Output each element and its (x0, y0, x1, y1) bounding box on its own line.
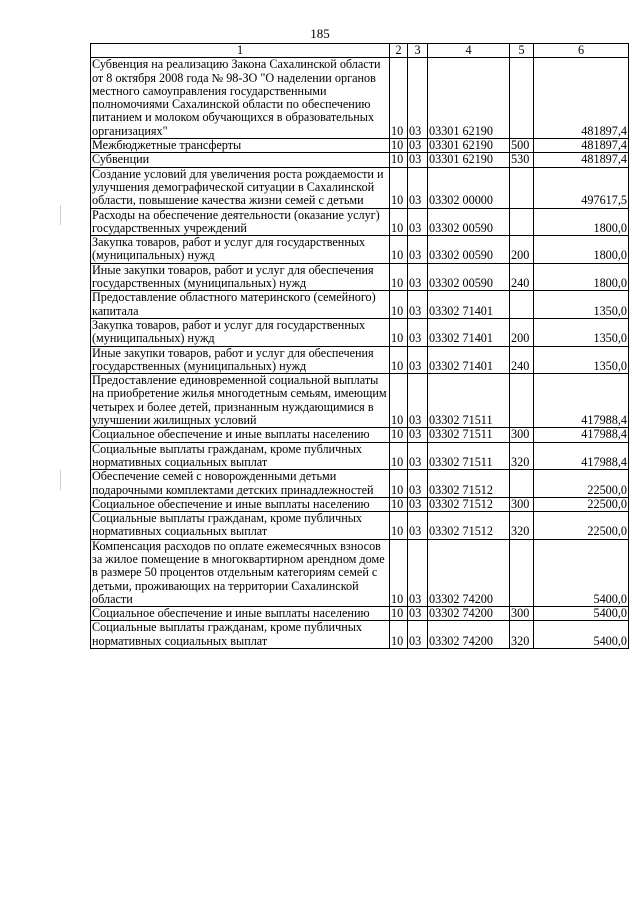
section-code-cell: 10 (390, 621, 408, 649)
budget-table (90, 43, 629, 649)
row-name-cell: Межбюджетные трансферты (91, 139, 390, 153)
expense-type-cell (510, 539, 534, 606)
target-article-cell: 03302 71401 (428, 346, 510, 374)
section-code-cell: 10 (390, 374, 408, 428)
target-article-cell: 03302 71512 (428, 497, 510, 511)
target-article-cell: 03302 74200 (428, 539, 510, 606)
amount-cell: 417988,4 (534, 374, 629, 428)
subsection-code-cell: 03 (408, 208, 428, 236)
subsection-code-cell: 03 (408, 512, 428, 540)
row-name-cell: Социальное обеспечение и иные выплаты населению (91, 428, 390, 442)
expense-type-cell (510, 374, 534, 428)
target-article-cell: 03302 74200 (428, 607, 510, 621)
table-row (91, 208, 629, 236)
table-body (91, 58, 629, 649)
row-name-cell: Закупка товаров, работ и услуг для государственных (муниципальных) нужд (91, 236, 390, 264)
subsection-code-cell: 03 (408, 58, 428, 139)
subsection-code-cell: 03 (408, 442, 428, 470)
target-article-cell: 03302 71401 (428, 318, 510, 346)
table-row (91, 539, 629, 606)
section-code-cell: 10 (390, 607, 408, 621)
section-code-cell: 10 (390, 428, 408, 442)
subsection-code-cell: 03 (408, 139, 428, 153)
target-article-cell: 03302 00590 (428, 263, 510, 291)
table-row (91, 607, 629, 621)
subsection-code-cell: 03 (408, 621, 428, 649)
expense-type-cell: 320 (510, 621, 534, 649)
table-row (91, 236, 629, 264)
row-name-cell: Социальные выплаты гражданам, кроме публичных нормативных социальных выплат (91, 512, 390, 540)
amount-cell: 417988,4 (534, 428, 629, 442)
table-row (91, 497, 629, 511)
page-number: 185 (310, 26, 330, 41)
row-name-cell: Субвенции (91, 153, 390, 167)
row-name-cell: Иные закупки товаров, работ и услуг для обеспечения государственных (муниципальных) нужд (91, 263, 390, 291)
column-header: 3 (408, 44, 428, 58)
expense-type-cell (510, 167, 534, 208)
expense-type-cell: 530 (510, 153, 534, 167)
table-header-row (91, 44, 629, 58)
subsection-code-cell: 03 (408, 167, 428, 208)
row-name-cell: Субвенция на реализацию Закона Сахалинской области от 8 октября 2008 года № 98-ЗО "О наделении органов местного самоуправления государственными полномочиями Сахалинской области по обеспечению питанием и молоком обучающихся в образовательных организациях" (91, 58, 390, 139)
expense-type-cell (510, 208, 534, 236)
row-name-cell: Обеспечение семей с новорожденными детьми подарочными комплектами детских принадлежностей (91, 470, 390, 498)
amount-cell: 497617,5 (534, 167, 629, 208)
table-row (91, 442, 629, 470)
amount-cell: 22500,0 (534, 497, 629, 511)
row-name-cell: Социальное обеспечение и иные выплаты населению (91, 497, 390, 511)
amount-cell: 1350,0 (534, 291, 629, 319)
amount-cell: 481897,4 (534, 139, 629, 153)
section-code-cell: 10 (390, 291, 408, 319)
expense-type-cell (510, 58, 534, 139)
expense-type-cell: 300 (510, 428, 534, 442)
column-header: 5 (510, 44, 534, 58)
section-code-cell: 10 (390, 208, 408, 236)
amount-cell: 481897,4 (534, 153, 629, 167)
amount-cell: 1350,0 (534, 318, 629, 346)
section-code-cell: 10 (390, 497, 408, 511)
expense-type-cell: 200 (510, 318, 534, 346)
expense-type-cell: 500 (510, 139, 534, 153)
expense-type-cell: 240 (510, 263, 534, 291)
target-article-cell: 03302 71512 (428, 512, 510, 540)
row-name-cell: Создание условий для увеличения роста рождаемости и улучшения демографической ситуации в Сахалинской области, повышение качества жизни семей с детьми (91, 167, 390, 208)
table-row (91, 346, 629, 374)
row-name-cell: Социальные выплаты гражданам, кроме публичных нормативных социальных выплат (91, 621, 390, 649)
section-code-cell: 10 (390, 167, 408, 208)
row-name-cell: Предоставление областного материнского (семейного) капитала (91, 291, 390, 319)
subsection-code-cell: 03 (408, 607, 428, 621)
table-row (91, 153, 629, 167)
row-name-cell: Предоставление единовременной социальной выплаты на приобретение жилья многодетным семьям, имеющим четырех и более детей, признанным нуждающимися в улучшении жилищных условий (91, 374, 390, 428)
expense-type-cell: 300 (510, 497, 534, 511)
subsection-code-cell: 03 (408, 374, 428, 428)
subsection-code-cell: 03 (408, 236, 428, 264)
target-article-cell: 03301 62190 (428, 58, 510, 139)
target-article-cell: 03302 71511 (428, 442, 510, 470)
amount-cell: 1800,0 (534, 263, 629, 291)
section-code-cell: 10 (390, 346, 408, 374)
section-code-cell: 10 (390, 442, 408, 470)
column-header: 1 (91, 44, 390, 58)
subsection-code-cell: 03 (408, 497, 428, 511)
section-code-cell: 10 (390, 236, 408, 264)
target-article-cell: 03302 71401 (428, 291, 510, 319)
section-code-cell: 10 (390, 58, 408, 139)
section-code-cell: 10 (390, 153, 408, 167)
expense-type-cell: 200 (510, 236, 534, 264)
amount-cell: 1350,0 (534, 346, 629, 374)
expense-type-cell: 300 (510, 607, 534, 621)
target-article-cell: 03302 71511 (428, 374, 510, 428)
table-row (91, 167, 629, 208)
target-article-cell: 03302 00590 (428, 208, 510, 236)
margin-mark (60, 470, 61, 490)
section-code-cell: 10 (390, 512, 408, 540)
expense-type-cell: 320 (510, 442, 534, 470)
row-name-cell: Закупка товаров, работ и услуг для государственных (муниципальных) нужд (91, 318, 390, 346)
table-row (91, 318, 629, 346)
subsection-code-cell: 03 (408, 539, 428, 606)
section-code-cell: 10 (390, 470, 408, 498)
target-article-cell: 03302 71511 (428, 428, 510, 442)
row-name-cell: Компенсация расходов по оплате ежемесячных взносов за жилое помещение в многоквартирном арендном доме в размере 50 процентов отдельным категориям семей с детьми, проживающих на территории Сахалинской области (91, 539, 390, 606)
subsection-code-cell: 03 (408, 470, 428, 498)
section-code-cell: 10 (390, 263, 408, 291)
target-article-cell: 03302 00000 (428, 167, 510, 208)
table-row (91, 512, 629, 540)
column-header: 6 (534, 44, 629, 58)
section-code-cell: 10 (390, 139, 408, 153)
amount-cell: 1800,0 (534, 208, 629, 236)
subsection-code-cell: 03 (408, 346, 428, 374)
amount-cell: 417988,4 (534, 442, 629, 470)
subsection-code-cell: 03 (408, 291, 428, 319)
table-row (91, 291, 629, 319)
amount-cell: 481897,4 (534, 58, 629, 139)
target-article-cell: 03302 74200 (428, 621, 510, 649)
target-article-cell: 03302 71512 (428, 470, 510, 498)
expense-type-cell (510, 291, 534, 319)
expense-type-cell: 240 (510, 346, 534, 374)
table-row (91, 374, 629, 428)
amount-cell: 5400,0 (534, 539, 629, 606)
subsection-code-cell: 03 (408, 263, 428, 291)
column-header: 4 (428, 44, 510, 58)
table-row (91, 621, 629, 649)
table-row (91, 58, 629, 139)
row-name-cell: Социальные выплаты гражданам, кроме публичных нормативных социальных выплат (91, 442, 390, 470)
amount-cell: 22500,0 (534, 512, 629, 540)
margin-mark (60, 205, 61, 225)
section-code-cell: 10 (390, 318, 408, 346)
subsection-code-cell: 03 (408, 153, 428, 167)
amount-cell: 5400,0 (534, 607, 629, 621)
row-name-cell: Иные закупки товаров, работ и услуг для обеспечения государственных (муниципальных) нужд (91, 346, 390, 374)
subsection-code-cell: 03 (408, 318, 428, 346)
table-row (91, 263, 629, 291)
table-row (91, 470, 629, 498)
expense-type-cell: 320 (510, 512, 534, 540)
expense-type-cell (510, 470, 534, 498)
amount-cell: 5400,0 (534, 621, 629, 649)
row-name-cell: Расходы на обеспечение деятельности (оказание услуг) государственных учреждений (91, 208, 390, 236)
target-article-cell: 03301 62190 (428, 139, 510, 153)
amount-cell: 1800,0 (534, 236, 629, 264)
table-row (91, 428, 629, 442)
table-row (91, 139, 629, 153)
column-header: 2 (390, 44, 408, 58)
target-article-cell: 03302 00590 (428, 236, 510, 264)
target-article-cell: 03301 62190 (428, 153, 510, 167)
row-name-cell: Социальное обеспечение и иные выплаты населению (91, 607, 390, 621)
section-code-cell: 10 (390, 539, 408, 606)
subsection-code-cell: 03 (408, 428, 428, 442)
amount-cell: 22500,0 (534, 470, 629, 498)
